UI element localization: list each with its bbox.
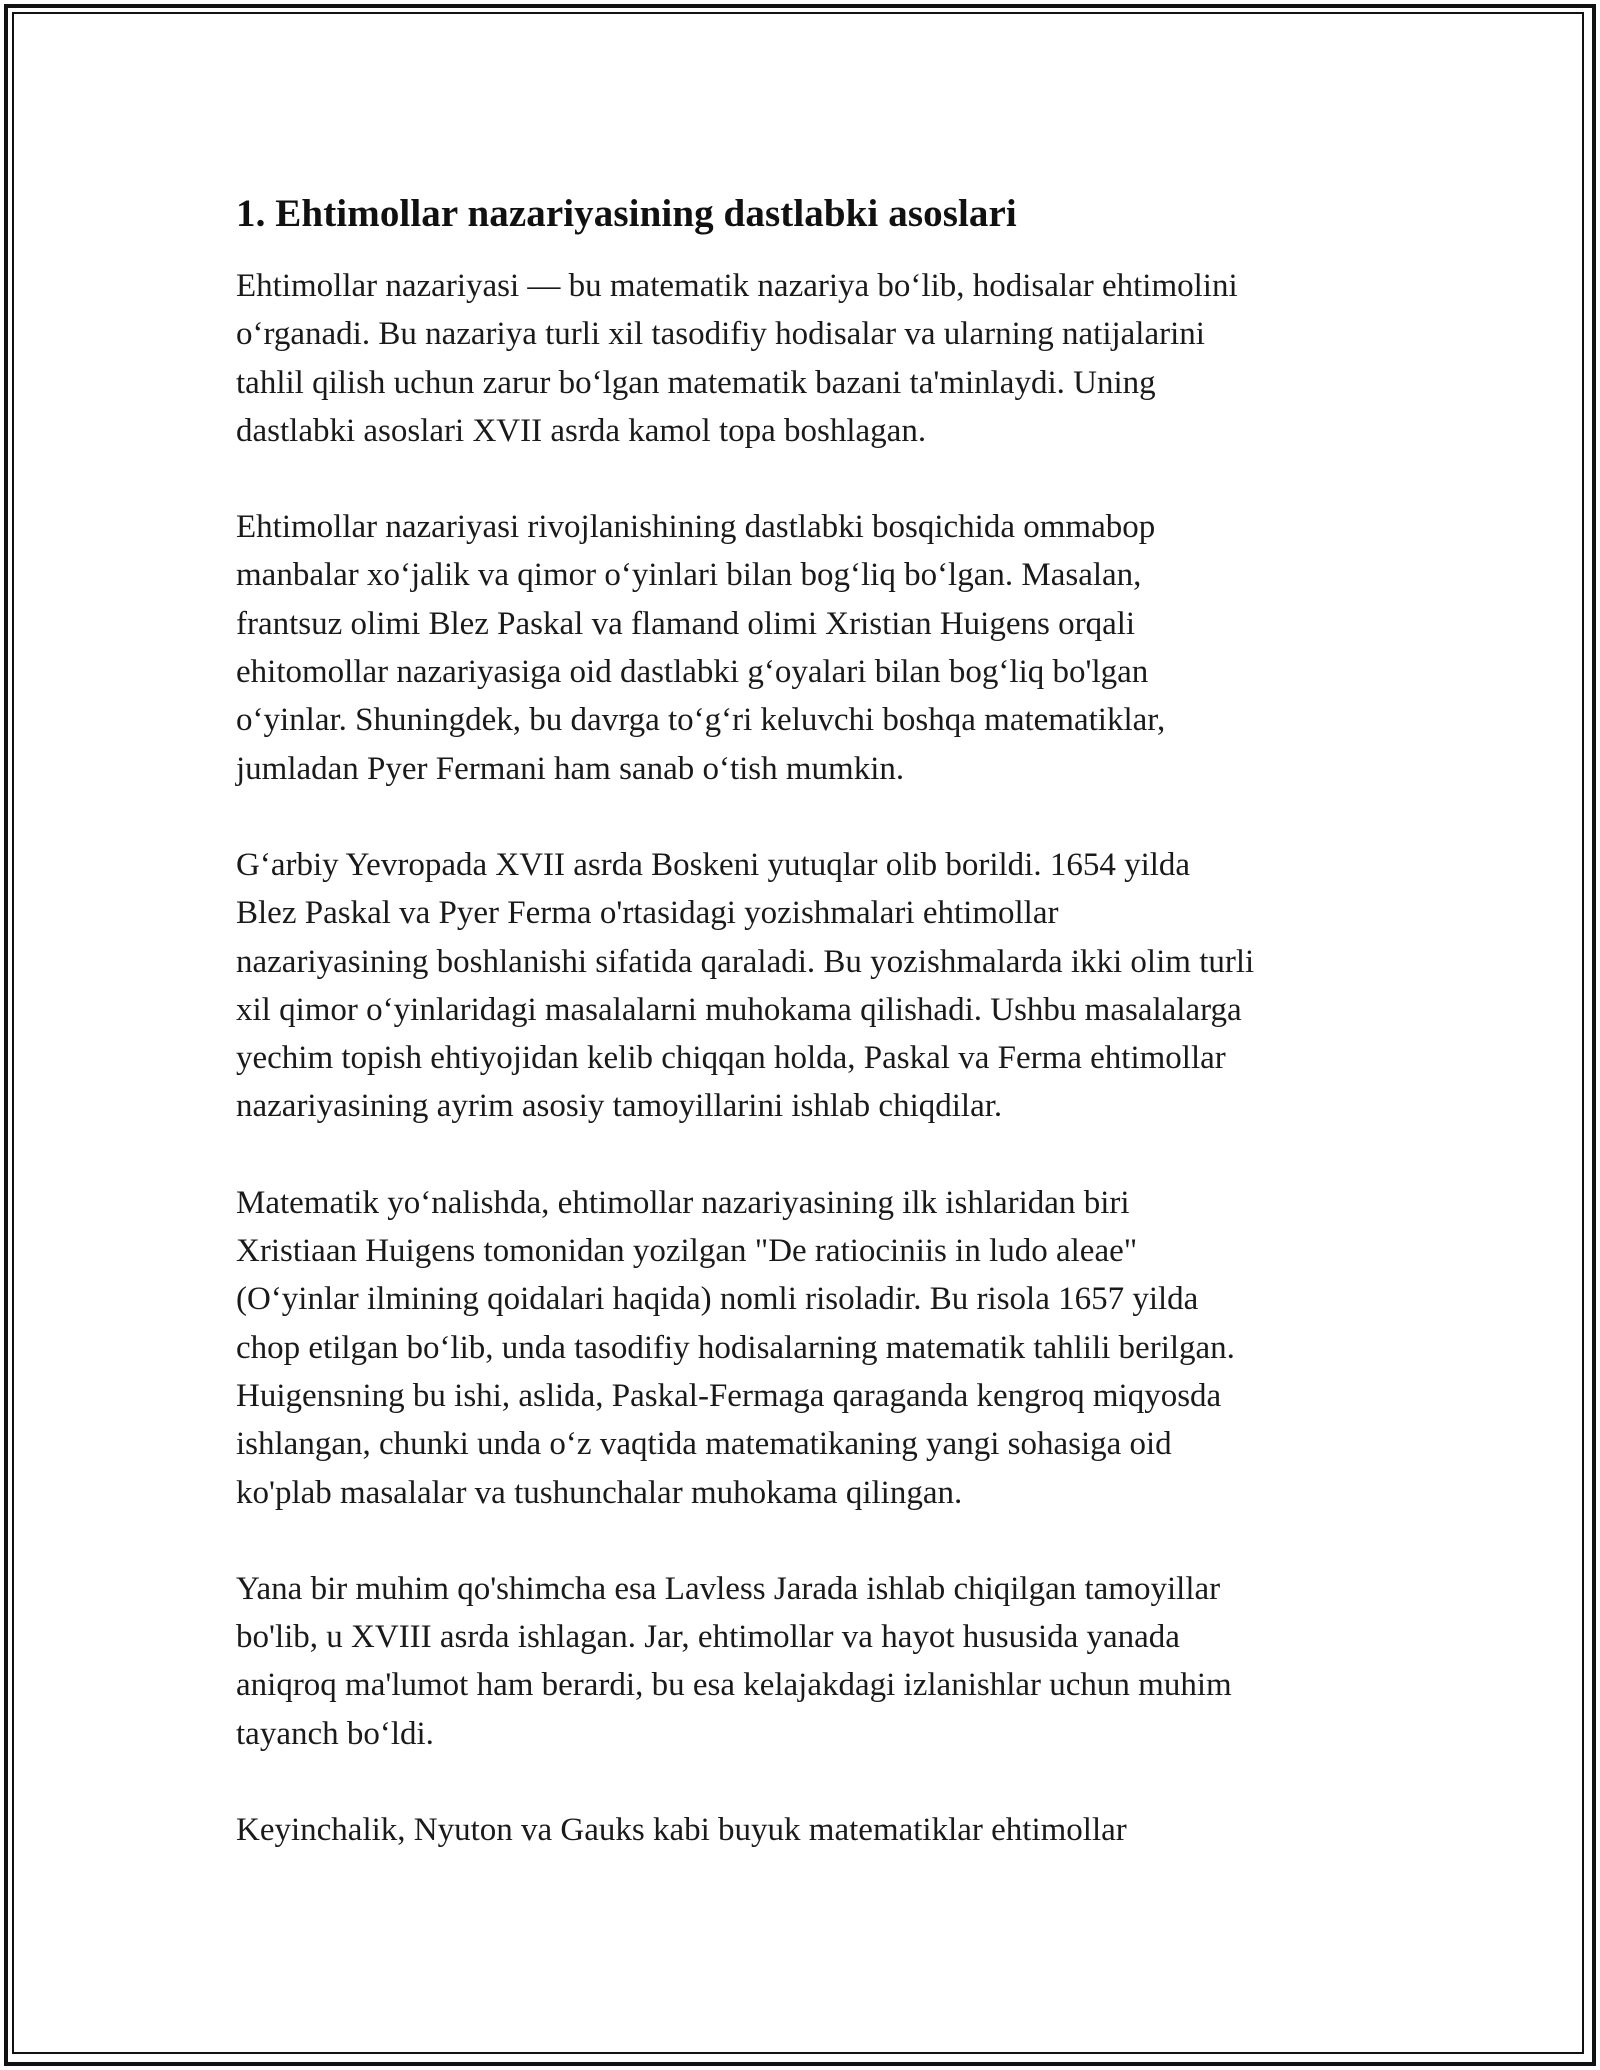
section-heading: 1. Ehtimollar nazariyasining dastlabki asoslari <box>236 192 1017 235</box>
paragraph-intro: Ehtimollar nazariyasi — bu matematik nazariya boʻlib, hodisalar ehtimolini oʻrganadi. Bu nazariya turli xil tasodifiy hodisalar va ularning natijalarini tahlil qilish uchun zarur boʻlgan matematik bazani ta'minlaydi. Uning dastlabki asoslari XVII asrda kamol topa boshlagan. <box>236 268 1238 449</box>
paragraph-western-europe: Gʻarbiy Yevropada XVII asrda Boskeni yutuqlar olib borildi. 1654 yilda Blez Paskal va Pyer Ferma o'rtasidagi yozishmalari ehtimollar nazariyasining boshlanishi sifatida qaraladi. Bu yozishmalarda ikki olim turli xil qimor oʻyinlaridagi masalalarni muhokama qilishadi. Ushbu masalalarga yechim topish ehtiyojidan kelib chiqqan holda, Paskal va Ferma ehtimollar nazariyasining ayrim asosiy tamoyillarini ishlab chiqdilar. <box>236 846 1255 1125</box>
paragraph-later-mathematicians: Keyinchalik, Nyuton va Gauks kabi buyuk matematiklar ehtimollar <box>236 1812 1127 1849</box>
paragraph-early-stage: Ehtimollar nazariyasi rivojlanishining dastlabki bosqichida ommabop manbalar xoʻjalik va qimor oʻyinlari bilan bogʻliq boʻlgan. Masalan, frantsuz olimi Blez Paskal va flamand olimi Xristian Huigens orqali ehitomollar nazariyasiga oid dastlabki gʻoyalari bilan bogʻliq bo'lgan oʻyinlar. Shuningdek, bu davrga toʻgʻri keluvchi boshqa matematiklar, jumladan Pyer Fermani ham sanab oʻtish mumkin. <box>236 509 1166 787</box>
paragraph-huygens-treatise: Matematik yoʻnalishda, ehtimollar nazariyasining ilk ishlaridan biri Xristiaan Huigens tomonidan yozilgan "De ratiociniis in ludo aleae" (Oʻyinlar ilmining qoidalari haqida) nomli risoladir. Bu risola 1657 yilda chop etilgan boʻlib, unda tasodifiy hodisalarning matematik tahlili berilgan. Huigensning bu ishi, aslida, Paskal-Fermaga qaraganda kengroq miqyosda ishlangan, chunki unda oʻz vaqtida matematikaning yangi sohasiga oid ko'plab masalalar va tushunchalar muhokama qilingan. <box>236 1184 1235 1511</box>
document-body <box>236 188 1376 1854</box>
paragraph-xviii-century: Yana bir muhim qo'shimcha esa Lavless Jarada ishlab chiqilgan tamoyillar bo'lib, u XVIII asrda ishlagan. Jar, ehtimollar va hayot hususida yanada aniqroq ma'lumot ham berardi, bu esa kelajakdagi izlanishlar uchun muhim tayanch boʻldi. <box>236 1570 1232 1752</box>
